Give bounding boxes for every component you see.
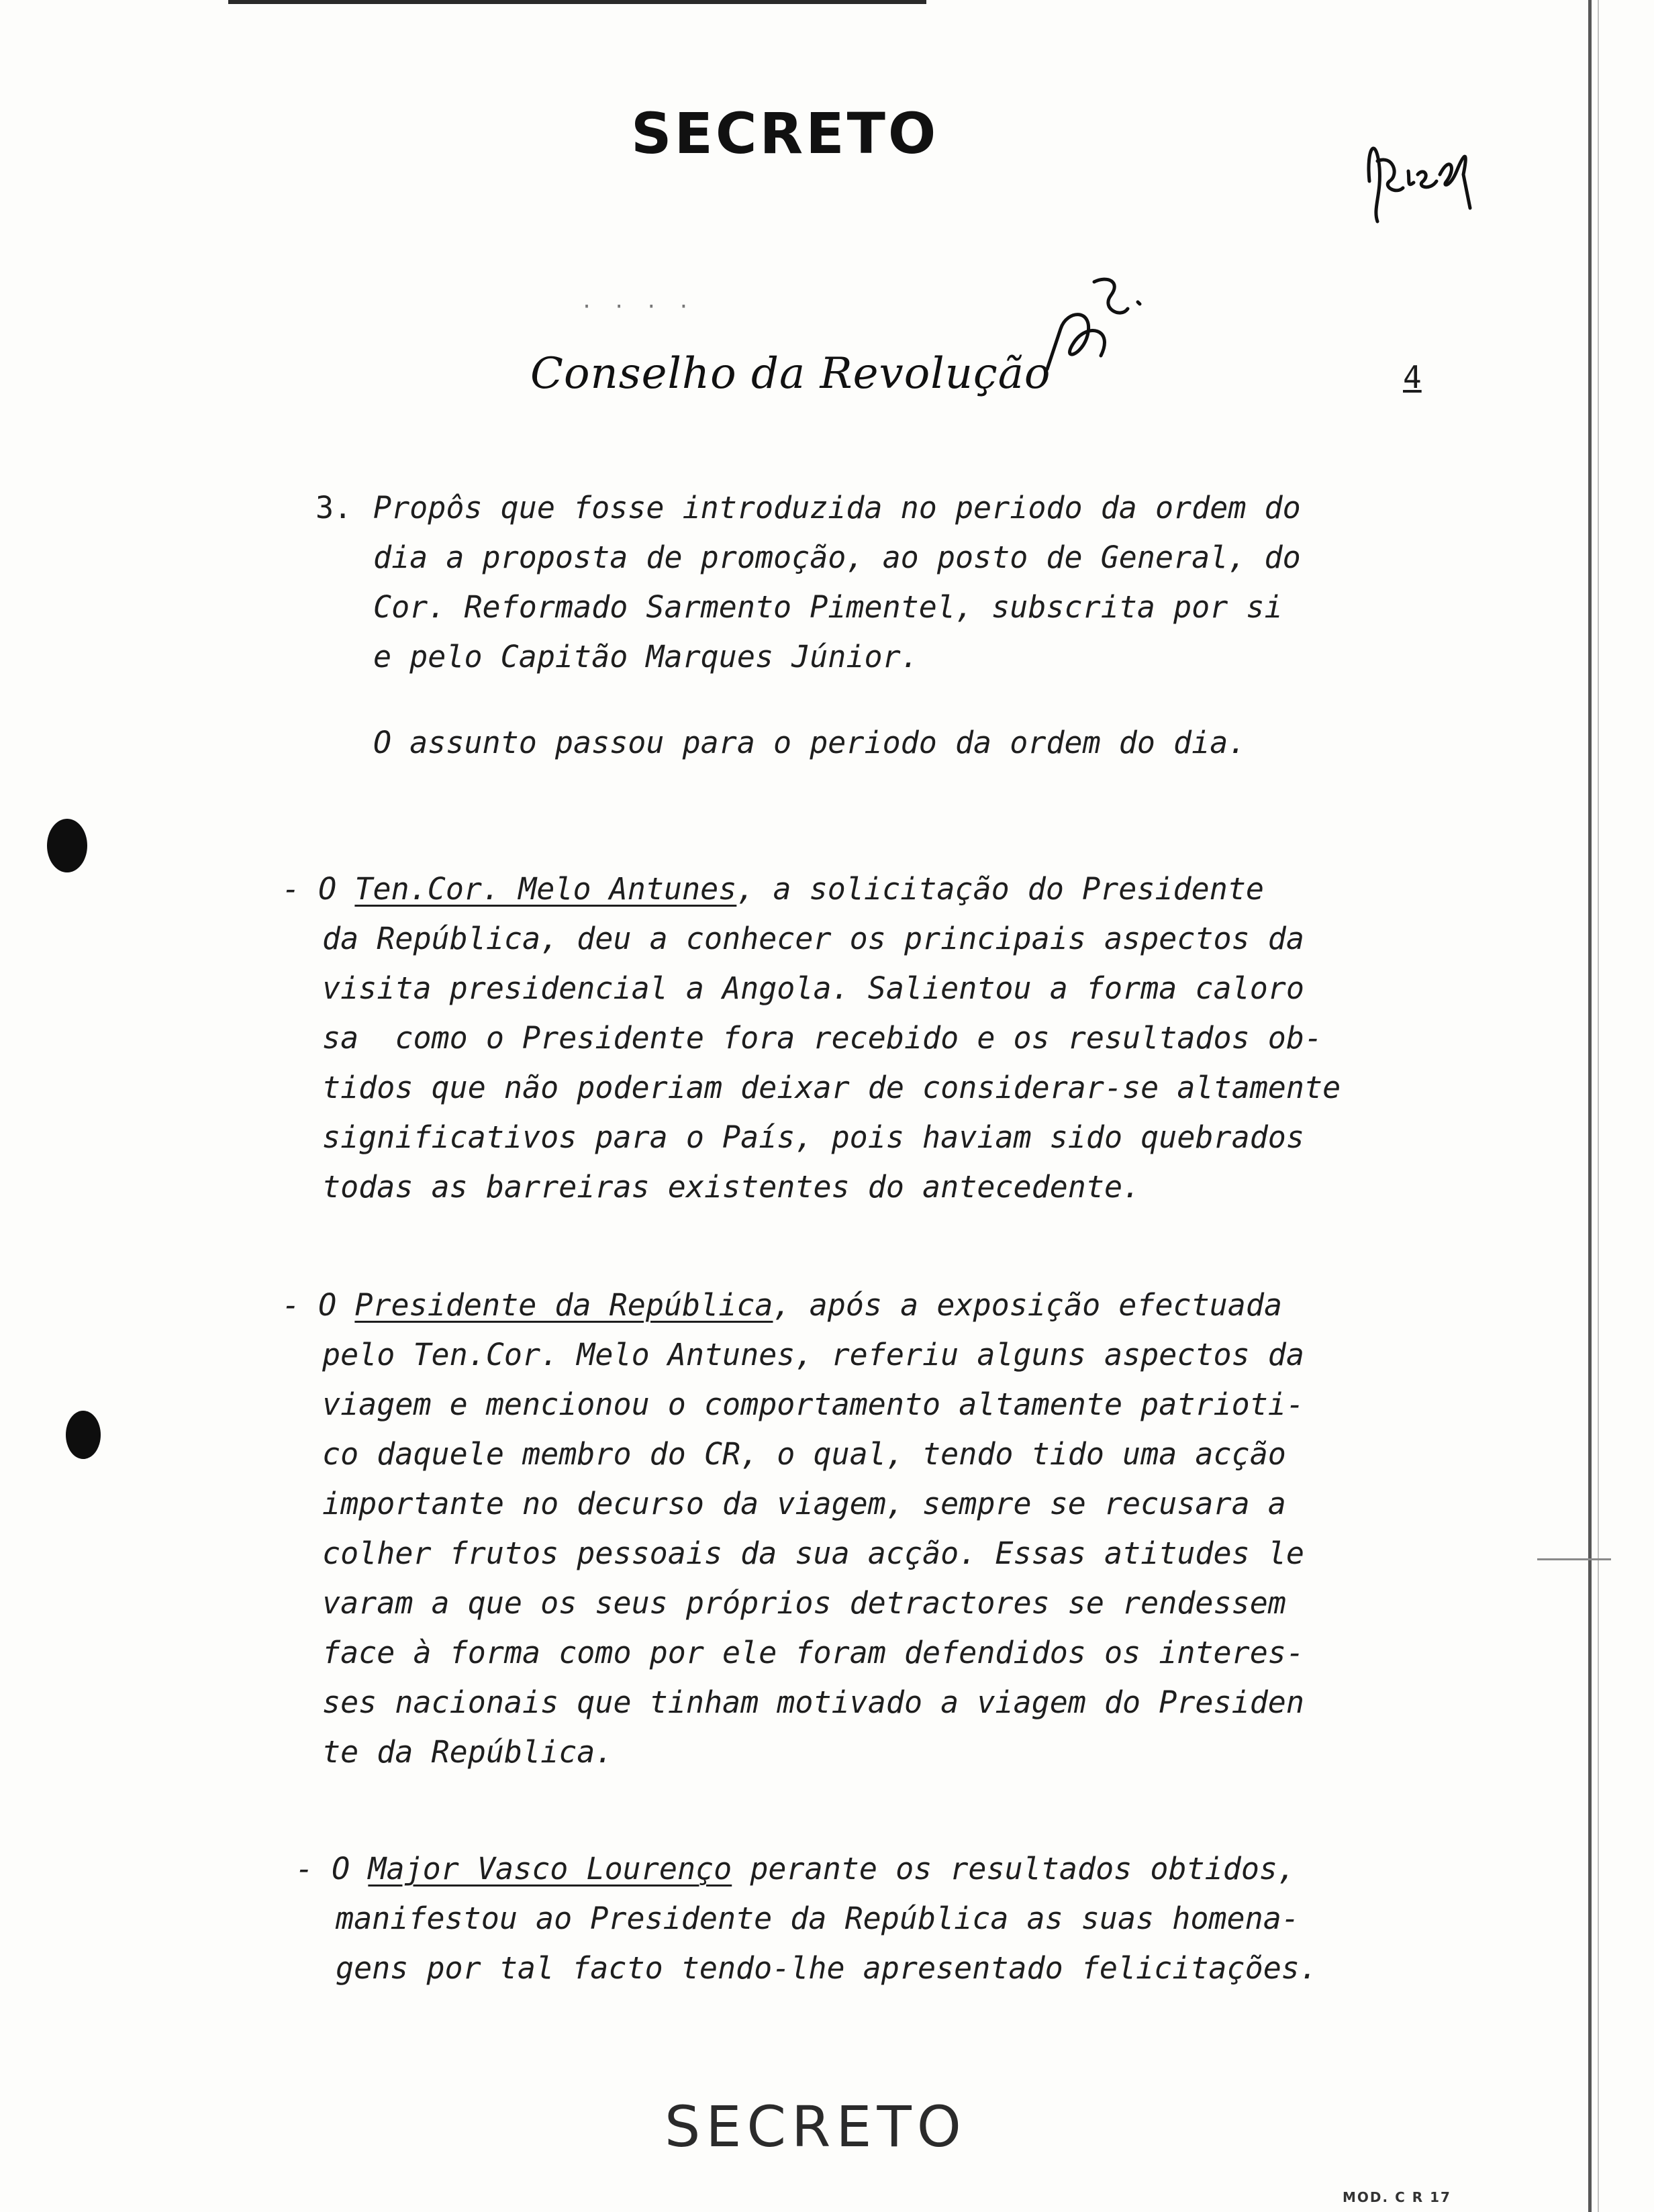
page-number: 4 — [1403, 359, 1422, 395]
scan-margin-mark — [1537, 1558, 1611, 1560]
item-vasco-lourenco: - O Major Vasco Lourenço perante os resultados obtidos, manifestou ao Presidente da República as suas homena- gens por tal facto tendo-lhe apresentado felicitações. — [295, 1851, 1318, 1986]
letterhead: Conselho da Revolução — [530, 349, 1051, 399]
item-3-body: Propôs que fosse introduzida no periodo da ordem do dia a proposta de promoção, ao posto de General, do Cor. Reformado Sarmento Pimentel, subscrita por si e pelo Capitão Marques Júnior. — [373, 490, 1301, 674]
faint-stamp-text: · · · · — [581, 295, 694, 319]
punch-hole-upper — [47, 819, 87, 872]
item-presidente: - O Presidente da República, após a exposição efectuada pelo Ten.Cor. Melo Antunes, referiu alguns aspectos da viagem e mencionou o comportamento altamente patrioti- co daquele membro do CR, o qual, tendo tido uma acção importante no decurso da viagem, sempre se recusara a colher frutos pessoais da sua acção. Essas atitudes le varam a que os seus próprios detractores se rendessem face à forma como por ele foram defendidos os interes- ses nacionais que tinham motivado a viagem do Presiden te da República. — [282, 1287, 1304, 1770]
subject-presidente: Presidente da República — [354, 1287, 773, 1323]
subject-melo-antunes: Ten.Cor. Melo Antunes — [354, 871, 737, 907]
secret-stamp-top: SECRETO — [631, 101, 939, 166]
form-code: MOD. C R 17 — [1343, 2189, 1451, 2205]
item-melo-antunes: - O Ten.Cor. Melo Antunes, a solicitação do Presidente da República, deu a conhecer os principais aspectos da visita presidencial a Angola. Salientou a forma caloro sa como o Presidente fora recebido e os resultados ob- tidos que não poderiam deixar de considerar-se altamente significativos para o País, pois haviam sido quebrados todas as barreiras existentes do antecedente. — [282, 871, 1341, 1205]
handwritten-initials — [1363, 107, 1477, 242]
secret-stamp-bottom: SECRETO — [665, 2094, 967, 2160]
scan-right-edge-shadow — [1598, 0, 1599, 2212]
scan-top-rule — [228, 0, 926, 4]
punch-hole-lower — [66, 1411, 101, 1459]
scan-right-edge — [1588, 0, 1592, 2212]
subject-vasco-lourenco: Major Vasco Lourenço — [368, 1851, 732, 1887]
item-3-marker: 3. — [315, 490, 352, 525]
item-3-note: O assunto passou para o periodo da ordem do dia. — [373, 725, 1247, 760]
